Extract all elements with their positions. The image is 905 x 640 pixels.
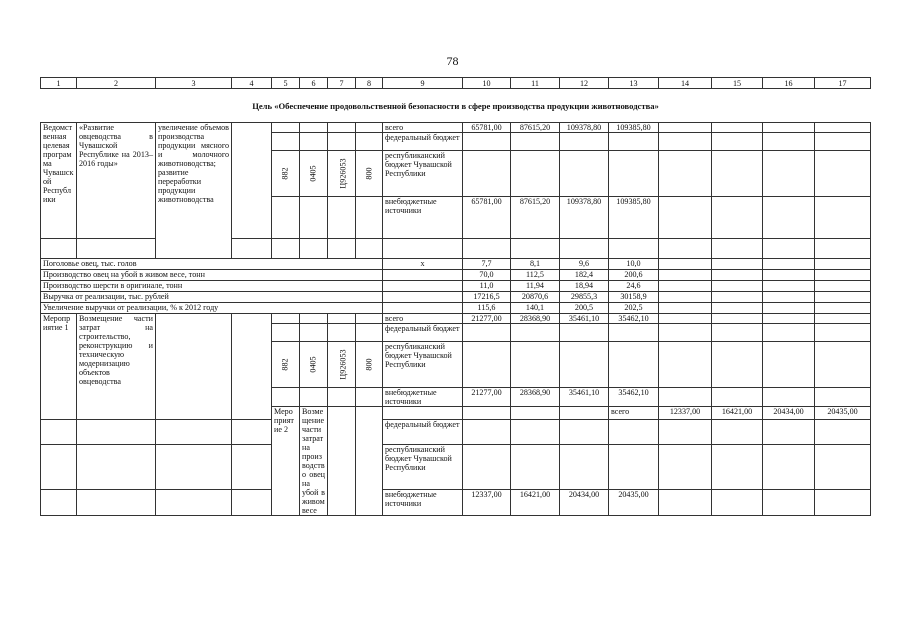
- column-number: 17: [815, 78, 871, 89]
- value-cell: 109385,80: [609, 123, 659, 133]
- indicator-row: [41, 303, 871, 314]
- indicator-name: Поголовье овец, тыс. голов: [41, 259, 383, 270]
- value-cell: 35461,10: [560, 388, 609, 407]
- source-extra: внебюджетные источники: [383, 490, 463, 516]
- value-cell: 16421,00: [511, 490, 560, 516]
- empty-cell: [763, 292, 815, 303]
- measure2-name: Возмещение части затрат на производство овец на убой в живом весе: [300, 407, 328, 516]
- indicator-unit: [383, 281, 463, 292]
- measure2-row-federal: [41, 420, 871, 444]
- indicator-unit: х: [383, 259, 463, 270]
- indicator-row: [41, 259, 871, 270]
- value-cell: 20435,00: [815, 407, 871, 420]
- indicator-value: 18,94: [560, 281, 609, 292]
- code-rzpr: 0405: [300, 342, 328, 388]
- budget-table-sheet: [40, 77, 870, 516]
- indicator-value: 11,0: [463, 281, 511, 292]
- goal-row: [41, 89, 871, 123]
- goal-title: Цель «Обеспечение продовольственной безопасности в сфере производства продукции животноводства»: [41, 89, 871, 123]
- measure1-col4: [232, 314, 272, 420]
- value-cell: 35461,10: [560, 314, 609, 324]
- empty-cell: [815, 281, 871, 292]
- indicator-name: Увеличение выручки от реализации, % к 2012 году: [41, 303, 383, 314]
- value-cell: 35462,10: [609, 314, 659, 324]
- indicator-row: [41, 270, 871, 281]
- empty-cell: [815, 270, 871, 281]
- indicator-name: Производство овец на убой в живом весе, тонн: [41, 270, 383, 281]
- column-number-row: [41, 78, 871, 89]
- indicator-value: 140,1: [511, 303, 560, 314]
- program-row-total: [41, 123, 871, 133]
- code-csr: Ц926053: [328, 342, 356, 388]
- source-federal: федеральный бюджет: [383, 133, 463, 151]
- indicator-unit: [383, 303, 463, 314]
- value-cell: 35462,10: [609, 388, 659, 407]
- empty-cell: [659, 292, 712, 303]
- column-number: 15: [712, 78, 763, 89]
- column-number: 2: [77, 78, 156, 89]
- empty-cell: [659, 303, 712, 314]
- column-number: 10: [463, 78, 511, 89]
- source-total: всего: [609, 407, 659, 420]
- indicator-value: 9,6: [560, 259, 609, 270]
- code-grbs: 882: [272, 151, 300, 197]
- indicator-value: 200,5: [560, 303, 609, 314]
- code-vr: 800: [356, 151, 383, 197]
- column-number: 3: [156, 78, 232, 89]
- indicator-value: 29855,3: [560, 292, 609, 303]
- empty-cell: [815, 259, 871, 270]
- value-cell: 21277,00: [463, 388, 511, 407]
- indicator-value: 115,6: [463, 303, 511, 314]
- indicator-name: Производство шерсти в оригинале, тонн: [41, 281, 383, 292]
- measure2-row-republic: [41, 444, 871, 490]
- indicator-value: 202,5: [609, 303, 659, 314]
- column-number: 13: [609, 78, 659, 89]
- column-number: 11: [511, 78, 560, 89]
- program-status: Ведомственная целевая программа Чувашской Республики: [41, 123, 77, 239]
- measure2-status: Мероприятие 2: [272, 407, 300, 516]
- value-cell: 87615,20: [511, 123, 560, 133]
- source-republic: республиканский бюджет Чувашской Республики: [383, 342, 463, 388]
- column-number: 16: [763, 78, 815, 89]
- column-number: 6: [300, 78, 328, 89]
- code-vr: 800: [356, 342, 383, 388]
- program-name: «Развитие овцеводства в Чувашской Республике на 2013–2016 годы»: [77, 123, 156, 239]
- indicator-value: 7,7: [463, 259, 511, 270]
- column-number: 1: [41, 78, 77, 89]
- value-cell: 28368,90: [511, 314, 560, 324]
- empty-cell: [712, 259, 763, 270]
- indicator-value: 17216,5: [463, 292, 511, 303]
- source-total: всего: [383, 314, 463, 324]
- value-cell: 20435,00: [609, 490, 659, 516]
- indicator-name: Выручка от реализации, тыс. рублей: [41, 292, 383, 303]
- indicator-row: [41, 281, 871, 292]
- indicator-value: 11,94: [511, 281, 560, 292]
- empty-cell: [659, 281, 712, 292]
- source-total: всего: [383, 123, 463, 133]
- program-goal: увеличение объемов производства продукции мясного и молочного животноводства; развитие переработки продукции животноводства: [156, 123, 232, 259]
- indicator-value: 182,4: [560, 270, 609, 281]
- empty-cell: [763, 259, 815, 270]
- measure2-row-extra: [41, 490, 871, 516]
- measure1-name: Возмещение части затрат на строительство, реконструкцию и техническую модернизацию объектов овцеводства: [77, 314, 156, 420]
- measure1-status: Мероприятие 1: [41, 314, 77, 420]
- empty-cell: [815, 292, 871, 303]
- indicator-row: [41, 292, 871, 303]
- measure2-col3: [328, 407, 356, 516]
- indicator-value: 70,0: [463, 270, 511, 281]
- empty-cell: [712, 292, 763, 303]
- indicator-value: 24,6: [609, 281, 659, 292]
- value-cell: 16421,00: [712, 407, 763, 420]
- value-cell: 109385,80: [609, 197, 659, 239]
- indicator-value: 10,0: [609, 259, 659, 270]
- source-extra: внебюджетные источники: [383, 197, 463, 239]
- indicator-value: 30158,9: [609, 292, 659, 303]
- indicator-unit: [383, 292, 463, 303]
- indicator-unit: [383, 270, 463, 281]
- empty-cell: [763, 270, 815, 281]
- measure1-col3: [156, 314, 232, 420]
- empty-cell: [712, 270, 763, 281]
- value-cell: 20434,00: [560, 490, 609, 516]
- value-cell: 21277,00: [463, 314, 511, 324]
- indicator-value: 20870,6: [511, 292, 560, 303]
- empty-cell: [712, 281, 763, 292]
- empty-cell: [712, 303, 763, 314]
- empty-cell: [763, 281, 815, 292]
- value-cell: 28368,90: [511, 388, 560, 407]
- column-number: 14: [659, 78, 712, 89]
- column-number: 9: [383, 78, 463, 89]
- budget-table: [40, 77, 871, 516]
- value-cell: 12337,00: [463, 490, 511, 516]
- source-federal: федеральный бюджет: [383, 420, 463, 444]
- value-cell: 20434,00: [763, 407, 815, 420]
- source-extra: внебюджетные источники: [383, 388, 463, 407]
- measure2-col4: [356, 407, 383, 516]
- value-cell: 65781,00: [463, 197, 511, 239]
- indicator-value: 112,5: [511, 270, 560, 281]
- source-republic: республиканский бюджет Чувашской Республики: [383, 444, 463, 490]
- indicator-value: 200,6: [609, 270, 659, 281]
- indicator-rows: [41, 259, 871, 314]
- value-cell: 65781,00: [463, 123, 511, 133]
- empty-cell: [763, 303, 815, 314]
- column-number: 12: [560, 78, 609, 89]
- measure1-row-total: [41, 314, 871, 324]
- value-cell: 87615,20: [511, 197, 560, 239]
- indicator-value: 8,1: [511, 259, 560, 270]
- empty-cell: [659, 270, 712, 281]
- code-rzpr: 0405: [300, 151, 328, 197]
- empty-cell: [659, 259, 712, 270]
- empty-cell: [815, 303, 871, 314]
- source-republic: республиканский бюджет Чувашской Республики: [383, 151, 463, 197]
- page-number: 78: [446, 54, 459, 68]
- value-cell: 109378,80: [560, 197, 609, 239]
- program-col4: [232, 123, 272, 239]
- column-number: 7: [328, 78, 356, 89]
- value-cell: 12337,00: [659, 407, 712, 420]
- source-federal: федеральный бюджет: [383, 324, 463, 342]
- column-number: 8: [356, 78, 383, 89]
- column-number: 5: [272, 78, 300, 89]
- column-number: 4: [232, 78, 272, 89]
- code-grbs: 882: [272, 342, 300, 388]
- code-csr: Ц926053: [328, 151, 356, 197]
- value-cell: 109378,80: [560, 123, 609, 133]
